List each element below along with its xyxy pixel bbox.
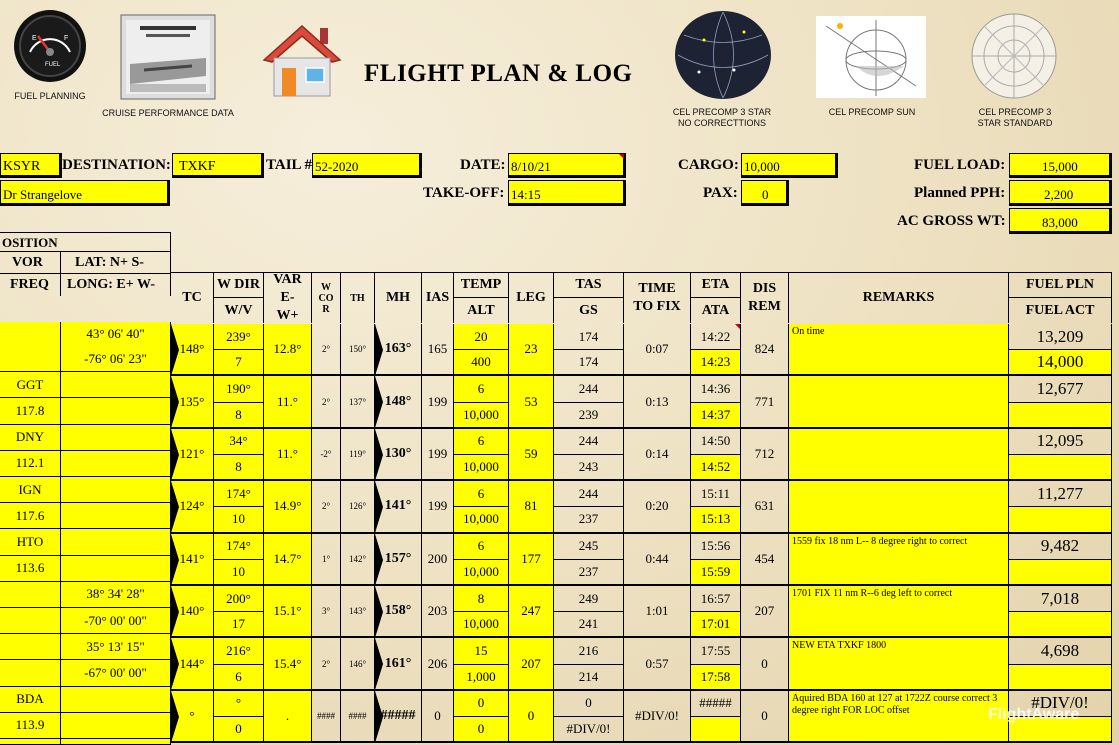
cell-eta-bottom[interactable] (691, 717, 741, 743)
cell-eta-top[interactable]: 15:56 (691, 534, 741, 560)
pilot-field[interactable]: Dr Strangelove (0, 180, 170, 206)
coord-cell[interactable]: 35° 13' 15" (61, 634, 171, 660)
cell-var[interactable]: 12.8° (264, 324, 312, 376)
cell-tas-bottom[interactable]: 174 (554, 350, 624, 376)
takeoff-label: TAKE-OFF: (423, 185, 505, 201)
cel-precomp-3-star-caption: CEL PRECOMP 3 STAR NO CORRECTTIONS (672, 107, 772, 128)
cell-tas-top[interactable]: 0 (554, 691, 624, 717)
cell-th[interactable]: 150° (341, 324, 375, 376)
cell-tas-bottom[interactable]: #DIV/0! (554, 717, 624, 743)
cell-tas-bottom[interactable]: 237 (554, 507, 624, 533)
cell-wdir-bottom[interactable]: 10 (214, 560, 264, 586)
cell-tas-bottom[interactable]: 241 (554, 612, 624, 638)
cell-eta-bottom[interactable]: 15:59 (691, 560, 741, 586)
header-eta (691, 273, 741, 323)
date-label: DATE: (460, 157, 506, 173)
cell-fuel-bottom[interactable] (1009, 665, 1112, 691)
header-eta-top: ETA (691, 273, 740, 298)
vor-freq-cell[interactable] (0, 346, 61, 372)
cell-var[interactable]: 14.9° (264, 481, 312, 533)
cell-eta-top[interactable]: 14:22 (691, 324, 741, 350)
cargo-label: CARGO: (678, 157, 739, 173)
celestial-sphere-icon[interactable] (674, 10, 772, 100)
cell-temp-bottom[interactable]: 10,000 (454, 560, 509, 586)
cell-th[interactable]: 137° (341, 376, 375, 428)
cel-precomp-sun-caption: CEL PRECOMP SUN (828, 107, 916, 117)
coord-cell[interactable] (61, 503, 171, 529)
vor-id-cell[interactable]: BDA (0, 687, 61, 713)
cell-dis[interactable]: 712 (741, 429, 789, 481)
heading-arrow-icon (171, 534, 179, 586)
vor-freq-cell[interactable] (0, 660, 61, 686)
coord-cell[interactable]: -76° 06' 23" (61, 346, 171, 372)
header-mh (375, 273, 422, 323)
cell-mh[interactable]: 157° (375, 534, 422, 586)
cel-precomp-3-star-standard-caption: CEL PRECOMP 3 STAR STANDARD (977, 107, 1053, 128)
cell-wca[interactable]: 1° (312, 534, 341, 586)
cell-fuel-bottom[interactable]: 14,000 (1009, 350, 1112, 376)
cell-fuel-top[interactable]: 11,277 (1009, 481, 1112, 507)
cell-fuel-top[interactable]: #DIV/0! (1009, 691, 1112, 717)
cell-tas-bottom[interactable]: 214 (554, 665, 624, 691)
cell-tc[interactable]: 135° (171, 376, 214, 428)
cell-dis[interactable]: 0 (741, 691, 789, 743)
svg-text:E: E (32, 35, 37, 42)
heading-arrow-icon (171, 324, 179, 376)
vor-freq-cell[interactable]: 113.6 (0, 556, 61, 582)
cell-wdir-bottom[interactable]: 0 (214, 717, 264, 743)
fuel-gauge-icon[interactable] (10, 8, 90, 88)
cell-tas-bottom[interactable]: 239 (554, 403, 624, 429)
cell-temp-bottom[interactable]: 10,000 (454, 455, 509, 481)
fuel-load-label: FUEL LOAD: (914, 157, 1006, 173)
cell-eta-top[interactable]: 15:11 (691, 481, 741, 507)
vor-id-cell[interactable]: HTO (0, 529, 61, 555)
planned-pph-label: Planned PPH: (914, 185, 1006, 201)
cell-wca[interactable]: -2° (312, 429, 341, 481)
header-wca (312, 273, 341, 323)
cell-leg[interactable]: 207 (509, 638, 554, 690)
cell-ias[interactable]: 203 (422, 586, 454, 638)
watermark: FlightAware (988, 706, 1080, 723)
cell-temp-top[interactable]: 20 (454, 324, 509, 350)
star-chart-icon[interactable] (970, 12, 1058, 100)
header-fuel-bottom: FUEL ACT (1025, 302, 1095, 318)
cell-wdir-bottom[interactable]: 6 (214, 665, 264, 691)
vor-freq-cell[interactable]: 112.1 (0, 451, 61, 477)
heading-arrow-icon (171, 376, 179, 428)
header-time-label: TIME TO FIX (633, 281, 681, 314)
cell-temp-top[interactable]: 6 (454, 376, 509, 402)
cell-time[interactable]: 1:01 (624, 586, 691, 638)
header-wca-label: W CO R (318, 281, 334, 315)
cell-mh[interactable]: 141° (375, 481, 422, 533)
cell-time[interactable]: #DIV/0! (624, 691, 691, 743)
remarks-cell[interactable]: On time (789, 324, 1009, 376)
header-dis (741, 273, 789, 323)
cell-temp-bottom[interactable]: 10,000 (454, 507, 509, 533)
flight-log-table (0, 322, 1119, 745)
header-rem (789, 273, 1009, 323)
header-wdir (214, 273, 264, 323)
cell-wdir-top[interactable]: 174° (214, 534, 264, 560)
cell-time[interactable]: 0:20 (624, 481, 691, 533)
cell-tas-top[interactable]: 244 (554, 481, 624, 507)
vor-id-cell[interactable] (0, 739, 61, 745)
lat-header: LAT: N+ S- (61, 252, 171, 274)
vor-id-cell[interactable]: GGT (0, 372, 61, 398)
cell-wdir-top[interactable]: 174° (214, 481, 264, 507)
cell-tc[interactable]: 124° (171, 481, 214, 533)
svg-text:F: F (64, 35, 69, 42)
heading-arrow-icon (375, 534, 383, 586)
cell-leg[interactable]: 53 (509, 376, 554, 428)
heading-arrow-icon (171, 586, 179, 638)
freq-header: FREQ (0, 274, 61, 296)
cell-leg[interactable]: 0 (509, 691, 554, 743)
cell-mh[interactable]: 148° (375, 376, 422, 428)
coord-cell[interactable]: 38° 34' 28" (61, 582, 171, 608)
header-ias (422, 273, 454, 323)
cell-mh[interactable]: 161° (375, 638, 422, 690)
cell-tc[interactable]: 140° (171, 586, 214, 638)
cell-wca[interactable]: 2° (312, 481, 341, 533)
tail-label: TAIL # (266, 157, 312, 173)
cell-temp-bottom[interactable]: 10,000 (454, 403, 509, 429)
vor-header: VOR (0, 252, 61, 274)
long-header: LONG: E+ W- (61, 274, 171, 296)
header-tc (171, 273, 214, 323)
cell-ias[interactable]: 206 (422, 638, 454, 690)
cell-eta-top[interactable]: 14:50 (691, 429, 741, 455)
cell-wca[interactable]: 2° (312, 376, 341, 428)
header-leg-label: LEG (516, 290, 546, 305)
cell-eta-bottom[interactable]: 14:37 (691, 403, 741, 429)
vor-id-cell[interactable]: DNY (0, 425, 61, 451)
cell-fuel-top[interactable]: 4,698 (1009, 638, 1112, 664)
header-fuel-top: FUEL PLN (1009, 273, 1111, 298)
cell-time[interactable]: 0:57 (624, 638, 691, 690)
cell-var[interactable]: 15.4° (264, 638, 312, 690)
cell-wdir-top[interactable]: 200° (214, 586, 264, 612)
cell-fuel-top[interactable]: 12,095 (1009, 429, 1112, 455)
vor-freq-cell[interactable]: 117.8 (0, 398, 61, 424)
header-eta-bottom: ATA (701, 302, 730, 318)
remarks-cell[interactable] (789, 429, 1009, 481)
header-ias-label: IAS (425, 290, 450, 305)
header-time (624, 273, 691, 323)
cell-eta-bottom[interactable]: 15:13 (691, 507, 741, 533)
origin-field[interactable]: KSYR (0, 153, 62, 178)
tail-field[interactable]: 52-2020 (312, 153, 422, 178)
gross-weight-field[interactable]: 83,000 (1009, 208, 1112, 234)
coord-cell: 43° 06' 40" (61, 322, 171, 346)
heading-arrow-icon (375, 376, 383, 428)
pax-label: PAX: (703, 185, 738, 201)
cell-wdir-bottom[interactable]: 8 (214, 403, 264, 429)
cell-ias[interactable]: 199 (422, 429, 454, 481)
coord-cell[interactable] (61, 739, 171, 745)
cell-temp-top[interactable]: 0 (454, 691, 509, 717)
gross-weight-label: AC GROSS WT: (897, 213, 1006, 229)
remarks-cell[interactable]: 1701 FIX 11 nm R--6 deg left to correct (789, 586, 1009, 638)
cell-fuel-bottom[interactable] (1009, 403, 1112, 429)
coord-cell[interactable] (61, 451, 171, 477)
cell-time[interactable]: 0:44 (624, 534, 691, 586)
cell-wdir-top[interactable]: 216° (214, 638, 264, 664)
coord-cell[interactable]: -67° 00' 00" (61, 660, 171, 686)
cell-ias[interactable]: 199 (422, 481, 454, 533)
pax-field[interactable]: 0 (741, 180, 789, 206)
heading-arrow-icon (375, 324, 383, 376)
cell-temp-top[interactable]: 6 (454, 481, 509, 507)
heading-arrow-icon (375, 481, 383, 533)
fuel-load-field[interactable]: 15,000 (1009, 153, 1112, 178)
cell-temp-bottom[interactable]: 0 (454, 717, 509, 743)
svg-text:FUEL: FUEL (45, 62, 61, 68)
remarks-cell[interactable]: NEW ETA TXKF 1800 (789, 638, 1009, 690)
cell-th[interactable]: #### (341, 691, 375, 743)
date-field[interactable]: 8/10/21 (508, 153, 626, 178)
cell-fuel-top[interactable]: 13,209 (1009, 324, 1112, 350)
heading-arrow-icon (171, 481, 179, 533)
table-header-row (171, 272, 1112, 323)
header-th (341, 273, 375, 323)
sun-diagram-icon[interactable] (816, 16, 926, 98)
cell-tas-top[interactable]: 174 (554, 324, 624, 350)
cell-dis[interactable]: 454 (741, 534, 789, 586)
header-leg (509, 273, 554, 323)
cell-th[interactable]: 119° (341, 429, 375, 481)
remarks-cell[interactable]: Aquired BDA 160 at 127 at 1722Z course correct 3 degree right FOR LOC offset (789, 691, 1009, 743)
destination-label: DESTINATION: (62, 157, 171, 173)
cell-var[interactable]: . (264, 691, 312, 743)
vor-id-cell[interactable]: IGN (0, 477, 61, 503)
cell-tas-top[interactable]: 245 (554, 534, 624, 560)
cell-tas-top[interactable]: 249 (554, 586, 624, 612)
cell-th[interactable]: 146° (341, 638, 375, 690)
cell-time[interactable]: 0:14 (624, 429, 691, 481)
cell-mh[interactable]: 130° (375, 429, 422, 481)
cell-wca[interactable]: #### (312, 691, 341, 743)
page-title: FLIGHT PLAN & LOG (364, 60, 633, 87)
cell-fuel-top[interactable]: 7,018 (1009, 586, 1112, 612)
cell-fuel-top[interactable]: 12,677 (1009, 376, 1112, 402)
cell-th[interactable]: 126° (341, 481, 375, 533)
header-dis-label: DIS REM (748, 281, 781, 314)
cell-eta-top[interactable]: 16:57 (691, 586, 741, 612)
cell-fuel-bottom[interactable] (1009, 455, 1112, 481)
header-temp (454, 273, 509, 323)
cell-mh[interactable]: 158° (375, 586, 422, 638)
header-tas (554, 273, 624, 323)
flight-manual-icon[interactable] (120, 14, 216, 100)
cell-temp-top[interactable]: 6 (454, 429, 509, 455)
cell-var[interactable]: 11.° (264, 376, 312, 428)
cell-tas-top[interactable]: 244 (554, 376, 624, 402)
cell-dis[interactable]: 0 (741, 638, 789, 690)
cell-tas-bottom[interactable]: 237 (554, 560, 624, 586)
heading-arrow-icon (171, 638, 179, 690)
vor-freq-cell[interactable]: 117.6 (0, 503, 61, 529)
cell-mh[interactable]: ##### (375, 691, 422, 743)
cell-wdir-bottom[interactable]: 10 (214, 507, 264, 533)
cell-th[interactable]: 143° (341, 586, 375, 638)
cell-tc[interactable]: 148° (171, 324, 214, 376)
cell-eta-bottom[interactable]: 17:58 (691, 665, 741, 691)
coord-cell[interactable] (61, 398, 171, 424)
cell-wdir-top[interactable]: 239° (214, 324, 264, 350)
vor-freq-cell[interactable]: 113.9 (0, 713, 61, 739)
cell-ias[interactable]: 0 (422, 691, 454, 743)
cell-tas-bottom[interactable]: 243 (554, 455, 624, 481)
remarks-cell[interactable]: 1559 fix 18 nm L-- 8 degree right to correct (789, 534, 1009, 586)
cell-eta-bottom[interactable]: 14:23 (691, 350, 741, 376)
header-tas-top: TAS (554, 273, 623, 298)
header-th-label: TH (350, 292, 365, 304)
cell-tc[interactable]: 141° (171, 534, 214, 586)
cruise-performance-caption: CRUISE PERFORMANCE DATA (102, 108, 234, 118)
cell-wca[interactable]: 2° (312, 324, 341, 376)
comment-marker (735, 324, 740, 329)
header-rem-label: REMARKS (862, 290, 935, 305)
cell-eta-top[interactable]: 14:36 (691, 376, 741, 402)
heading-arrow-icon (375, 429, 383, 481)
coord-cell[interactable] (61, 556, 171, 582)
cell-var[interactable]: 11.° (264, 429, 312, 481)
cell-ias[interactable]: 200 (422, 534, 454, 586)
cell-temp-bottom[interactable]: 10,000 (454, 612, 509, 638)
cell-dis[interactable]: 207 (741, 586, 789, 638)
cell-ias[interactable]: 165 (422, 324, 454, 376)
cell-wdir-bottom[interactable]: 8 (214, 455, 264, 481)
cell-eta-top[interactable]: 17:55 (691, 638, 741, 664)
cell-tc[interactable]: 144° (171, 638, 214, 690)
cell-temp-top[interactable]: 8 (454, 586, 509, 612)
vor-freq-cell[interactable] (0, 608, 61, 634)
cell-wdir-bottom[interactable]: 7 (214, 350, 264, 376)
header-fuel (1009, 273, 1112, 323)
cell-temp-top[interactable]: 6 (454, 534, 509, 560)
cell-tc[interactable]: ° (171, 691, 214, 743)
cell-fuel-bottom[interactable] (1009, 612, 1112, 638)
destination-field[interactable]: TXKF (172, 153, 264, 178)
cell-temp-bottom[interactable]: 1,000 (454, 665, 509, 691)
cell-leg[interactable]: 59 (509, 429, 554, 481)
cell-dis[interactable]: 824 (741, 324, 789, 376)
cell-eta-bottom[interactable]: 17:01 (691, 612, 741, 638)
table-row (0, 691, 1119, 743)
remarks-cell[interactable] (789, 481, 1009, 533)
cell-time[interactable]: 0:13 (624, 376, 691, 428)
header-wdir-bottom: W/V (224, 302, 253, 318)
remarks-cell[interactable] (789, 376, 1009, 428)
cell-th[interactable]: 142° (341, 534, 375, 586)
cargo-field[interactable]: 10,000 (741, 153, 838, 178)
cell-wdir-top[interactable]: ° (214, 691, 264, 717)
header-wdir-top: W DIR (214, 273, 263, 298)
cell-dis[interactable]: 771 (741, 376, 789, 428)
cell-leg[interactable]: 23 (509, 324, 554, 376)
cell-tas-top[interactable]: 244 (554, 429, 624, 455)
fuel-planning-caption: FUEL PLANNING (14, 91, 86, 101)
header-tas-bottom: GS (579, 302, 598, 318)
header-temp-bottom: ALT (467, 302, 495, 318)
cell-tc[interactable]: 121° (171, 429, 214, 481)
cell-var[interactable]: 14.7° (264, 534, 312, 586)
coord-cell[interactable] (61, 713, 171, 739)
heading-arrow-icon (171, 429, 179, 481)
cell-fuel-bottom[interactable] (1009, 507, 1112, 533)
header-var (264, 273, 312, 323)
planned-pph-field[interactable]: 2,200 (1009, 180, 1112, 206)
header-temp-top: TEMP (454, 273, 508, 298)
cell-tas-top[interactable]: 216 (554, 638, 624, 664)
header-tc-label: TC (182, 290, 202, 305)
cell-fuel-top[interactable]: 9,482 (1009, 534, 1112, 560)
heading-arrow-icon (171, 691, 179, 743)
coord-cell[interactable]: -70° 00' 00" (61, 608, 171, 634)
cell-fuel-bottom[interactable] (1009, 560, 1112, 586)
cell-ias[interactable]: 199 (422, 376, 454, 428)
cell-leg[interactable]: 81 (509, 481, 554, 533)
position-header: OSITION (0, 232, 171, 252)
cell-var[interactable]: 15.1° (264, 586, 312, 638)
home-icon[interactable] (262, 22, 342, 98)
heading-arrow-icon (375, 691, 383, 743)
cell-wdir-top[interactable]: 190° (214, 376, 264, 402)
cell-temp-top[interactable]: 15 (454, 638, 509, 664)
header-var-label: VAR E- W+ (273, 272, 302, 323)
cell-time[interactable]: 0:07 (624, 324, 691, 376)
heading-arrow-icon (375, 586, 383, 638)
takeoff-field[interactable]: 14:15 (508, 180, 626, 206)
cell-wca[interactable]: 2° (312, 638, 341, 690)
cell-mh[interactable]: 163° (375, 324, 422, 376)
cell-leg[interactable]: 247 (509, 586, 554, 638)
cell-wdir-top[interactable]: 34° (214, 429, 264, 455)
header-mh-label: MH (385, 290, 411, 305)
cell-wdir-bottom[interactable]: 17 (214, 612, 264, 638)
cell-eta-top[interactable]: ##### (691, 691, 741, 717)
cell-dis[interactable]: 631 (741, 481, 789, 533)
heading-arrow-icon (375, 638, 383, 690)
cell-temp-bottom[interactable]: 400 (454, 350, 509, 376)
cell-wca[interactable]: 3° (312, 586, 341, 638)
cell-eta-bottom[interactable]: 14:52 (691, 455, 741, 481)
cell-leg[interactable]: 177 (509, 534, 554, 586)
comment-marker (619, 154, 624, 159)
